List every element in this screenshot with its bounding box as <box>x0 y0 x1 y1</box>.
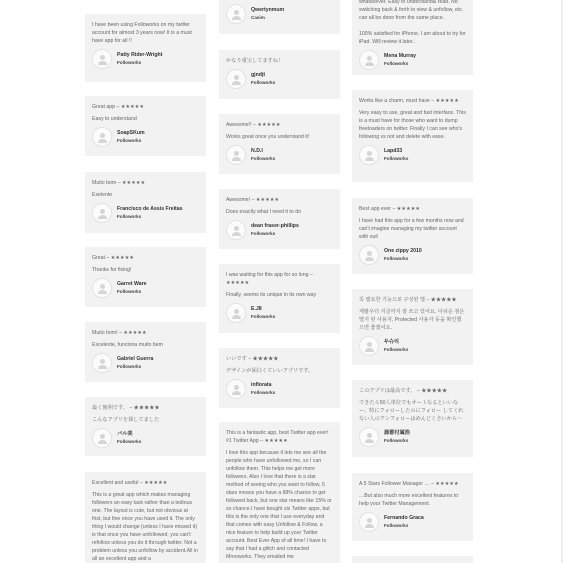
author-role: Followorks <box>384 523 409 528</box>
review-author <box>92 203 199 223</box>
review-card <box>352 289 473 365</box>
author-role: Followorks <box>117 439 142 444</box>
review-text: This is a great app which makes managing followers an easy task rather than a tedious one. The layout is cute, but not obvious at first, but fine once you have used it. The only thing I would change (unless I have missed it) is that once you have unfollowed, you can't refollow unless you do it through twitter. Not a problem unless you unfollow by accident.All in all an excellent app and a <box>92 492 198 562</box>
review-card <box>85 14 206 82</box>
author-name: Qwertynmum <box>251 7 285 13</box>
review-card <box>352 90 473 182</box>
avatar-icon <box>359 512 379 532</box>
review-card <box>219 50 340 99</box>
review-card <box>352 380 473 457</box>
author-role: Followorks <box>384 61 409 66</box>
author-name: Francisco de Assis Freitas <box>117 206 183 212</box>
author-role: Followorks <box>251 231 276 236</box>
review-title: Excellent and useful – ★★★★★ <box>92 480 168 486</box>
review-text: できたら50人単位でもオートなるといいなー。特にフォローしたのにフォロー してくれない人のアンフォローはめんどくさいから～ <box>359 400 464 422</box>
review-author <box>226 220 333 240</box>
review-title: A 5 Stars Follower Manager … – ★★★★★ <box>359 481 459 487</box>
review-author <box>359 245 466 265</box>
review-text: Excelente, funciona muito bem <box>92 342 163 348</box>
review-author <box>359 50 466 70</box>
review-text: デザインが面白くていいアプリです。 <box>226 368 314 374</box>
review-text: Does exactly what I need it to do <box>226 209 301 215</box>
review-title: Best app ever – ★★★★★ <box>359 206 421 212</box>
review-text: I have been using Followorks on my twitter account for almost 3 years now! It is a must have app for all !! <box>92 22 192 44</box>
author-role: Followorks <box>251 80 276 85</box>
author-role: Followorks <box>117 289 142 294</box>
author-name: Fernando Graca <box>384 515 424 521</box>
review-card <box>352 473 473 541</box>
review-title: Great – ★★★★★ <box>92 255 134 261</box>
author-name: E.J8 <box>251 306 262 312</box>
review-author <box>359 336 466 356</box>
avatar-icon <box>226 379 246 399</box>
author-role: Followorks <box>117 60 142 65</box>
author-role: Followorks <box>251 390 276 395</box>
author-name: Lapd33 <box>384 148 403 154</box>
review-card <box>85 322 206 382</box>
author-name: 源郡付属浩 <box>384 430 410 436</box>
avatar-icon <box>359 145 379 165</box>
review-title: I was waiting for this app for so long – ★★★★★ <box>226 272 313 286</box>
author-role: Followorks <box>384 256 409 261</box>
review-author <box>226 379 333 399</box>
review-text: Exelente <box>92 192 113 198</box>
avatar-icon <box>92 49 112 69</box>
review-author <box>226 69 333 89</box>
review-card <box>219 422 340 563</box>
author-name: Garret Ware <box>117 281 147 287</box>
review-title: This is a fantastic app, best Twitter app ever! #1 Twitter App – ★★★★★ <box>226 430 329 444</box>
avatar-icon <box>359 245 379 265</box>
review-card <box>352 0 473 75</box>
avatar-icon <box>92 203 112 223</box>
author-name: SoapSKum <box>117 130 145 136</box>
review-author <box>92 49 199 69</box>
author-name: 두슈리 <box>384 339 400 345</box>
author-name: Gabriel Guerra <box>117 356 154 362</box>
review-card <box>85 96 206 156</box>
review-text: I have had this app for a few months now and can't imagine managing my twitter account with out! <box>359 218 464 240</box>
review-title: 最く便利です。 – ★★★★★ <box>92 405 160 411</box>
avatar-icon <box>226 145 246 165</box>
review-card <box>219 264 340 333</box>
author-role: Followorks <box>384 347 409 352</box>
author-role: Followorks <box>117 214 142 219</box>
author-name: Mena Murray <box>384 53 416 59</box>
review-author <box>226 145 333 165</box>
review-text: whatsoever. Easy to understand& read. No switching back & forth to view & unfollow, etc. can all be done from the same place. 100% satisfied for iPhone. I am about to try for iPad. Will review it later.. <box>359 0 466 45</box>
review-text: Finally, seems its unique in its own way <box>226 292 317 298</box>
review-title: このアプリは最高です。 – ★★★★★ <box>359 388 448 394</box>
author-name: バル美 <box>117 431 133 437</box>
review-card <box>219 348 340 408</box>
author-role: Followorks <box>251 314 276 319</box>
avatar-icon <box>92 278 112 298</box>
review-title: Great app – ★★★★★ <box>92 104 145 110</box>
review-title: Muito bom! – ★★★★★ <box>92 330 147 336</box>
author-role: Followorks <box>251 156 276 161</box>
review-title: いいです – ★★★★★ <box>226 356 279 362</box>
review-text: Easy to understand <box>92 116 137 122</box>
review-text: Very easy to use, great and fast interface. This is a must have for those who want to dump freeloaders on twitter. Finally I can see who's following vs not and delete with ease. <box>359 110 466 140</box>
avatar-icon <box>226 4 246 24</box>
review-author <box>226 4 333 24</box>
review-author <box>92 278 199 298</box>
avatar-icon <box>92 127 112 147</box>
author-name: inflorata <box>251 382 272 388</box>
review-title: 꼭 필요한 기능으로 구성된 앱 – ★★★★★ <box>359 297 457 303</box>
review-card <box>352 198 473 274</box>
author-name: N.D.I <box>251 148 263 154</box>
review-card <box>85 397 206 456</box>
author-role: Casim <box>251 15 265 20</box>
review-title: Awesome!! – ★★★★★ <box>226 122 281 128</box>
review-title: Muito bom – ★★★★★ <box>92 180 146 186</box>
review-text: …But also much more excellent features to help your Twitter Management. <box>359 493 459 507</box>
author-role: Followorks <box>117 364 142 369</box>
avatar-icon <box>92 353 112 373</box>
avatar-icon <box>359 50 379 70</box>
avatar-icon <box>226 303 246 323</box>
review-card <box>219 189 340 249</box>
avatar-icon <box>359 336 379 356</box>
review-text: I love this app because it lets me see all the people who have unfollowed me, so I can unfollow them. This helps me get more followers. Also I love that there is a star method of seeing who you want to follow, 5 stars means you have a 98% chance to get followed back, but one star means like 15% or so chance.I have bought six Twitter apps, but this is the only one that I use everyday and that comes with easy Unfollow & Follow, a nice feature to help build up your Twitter account. Best Ever App of all time! I have to say that I had a glitch and contacted Mrnoworks. They emailed me <box>226 450 332 560</box>
review-text: こんなアプリを探してました <box>92 417 160 423</box>
review-card <box>352 556 473 563</box>
review-card <box>219 114 340 174</box>
review-text: Works great once you understand it! <box>226 134 310 140</box>
review-author <box>359 145 466 165</box>
author-name: gjndjt <box>251 72 266 78</box>
avatar-icon <box>226 220 246 240</box>
review-author <box>359 427 466 447</box>
author-name: Patty Rider-Wright <box>117 52 163 58</box>
review-card <box>85 172 206 233</box>
review-author <box>92 127 199 147</box>
review-author <box>359 512 466 532</box>
review-text: Thanks for fixing! <box>92 267 132 273</box>
review-title: Awesome! – ★★★★★ <box>226 197 280 203</box>
review-text: 제팔우터 지금까지 잘 쓰고 있어요. 아쉬운 점은 멀지 된 사용자, Protected 사용자 등을 확인했으면 좋겠어요. <box>359 309 465 331</box>
author-role: Followorks <box>117 138 142 143</box>
avatar-icon <box>226 69 246 89</box>
review-card <box>85 472 206 563</box>
review-author <box>92 353 199 373</box>
review-card <box>85 247 206 307</box>
review-card <box>219 0 340 34</box>
review-author <box>226 303 333 323</box>
author-role: Followorks <box>384 156 409 161</box>
review-author <box>92 428 199 448</box>
review-title: Works like a charm, must have – ★★★★★ <box>359 98 459 104</box>
review-title: かなり重宝してますね！ <box>226 58 284 64</box>
author-role: Followorks <box>384 438 409 443</box>
author-name: dean fraser-phillips <box>251 223 299 229</box>
avatar-icon <box>359 427 379 447</box>
avatar-icon <box>92 428 112 448</box>
author-name: One zippy 2010 <box>384 248 422 254</box>
